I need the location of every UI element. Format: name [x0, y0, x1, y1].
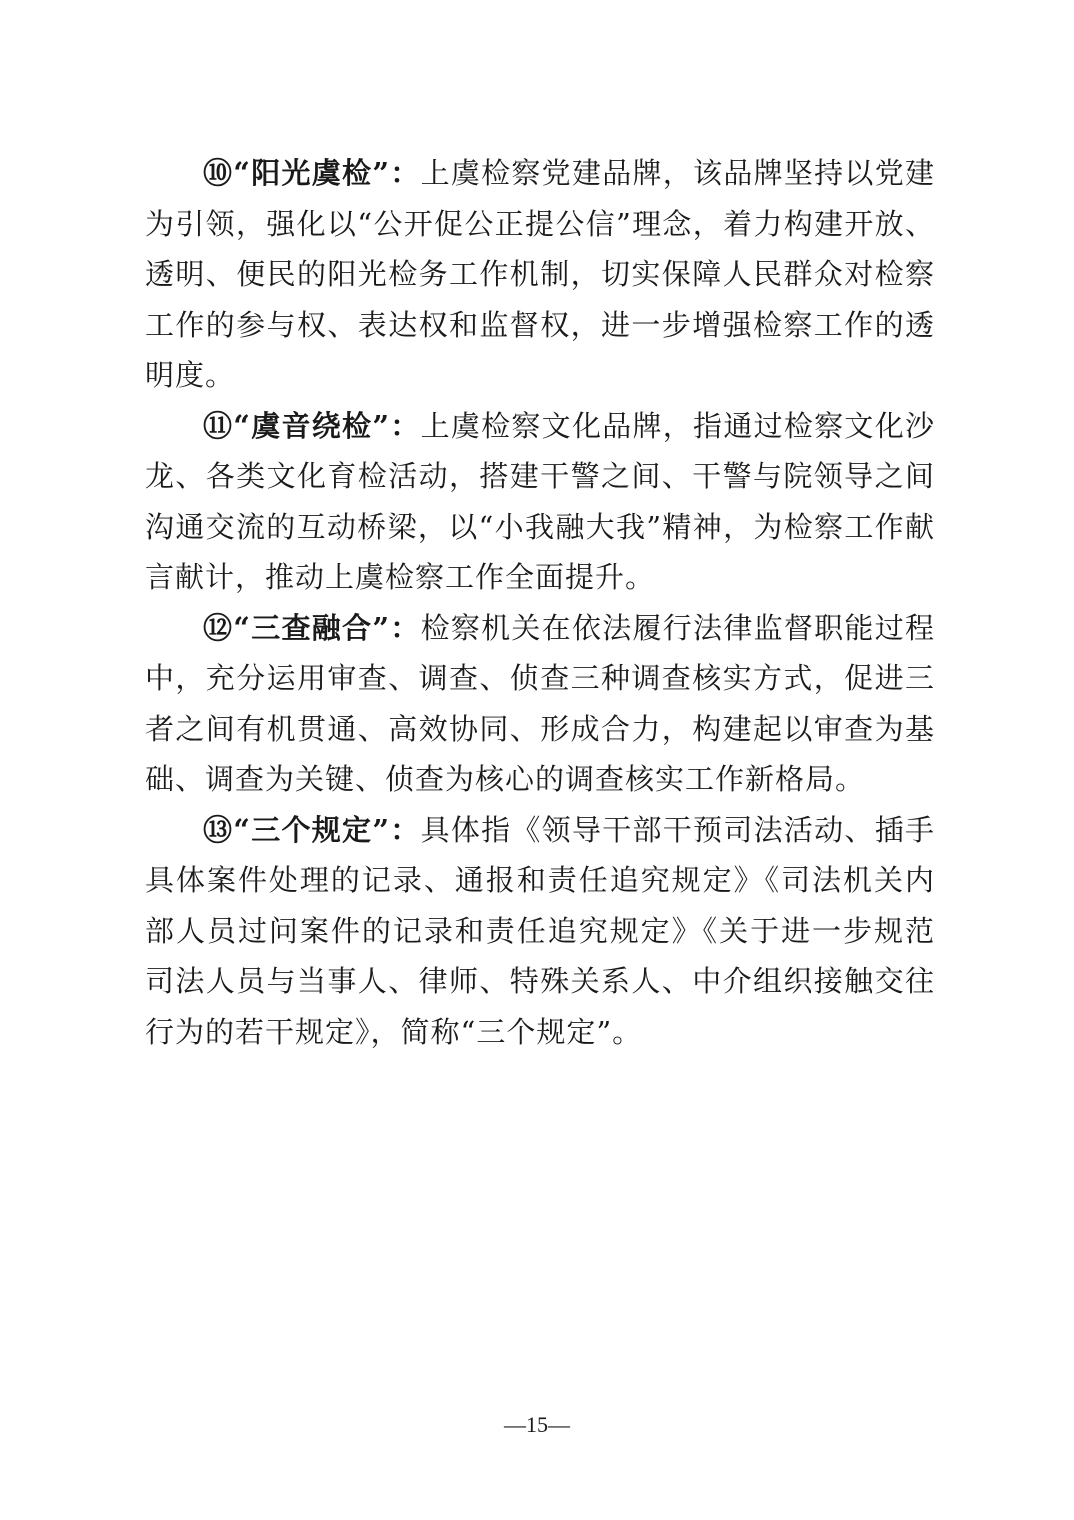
glossary-entry-12 — [145, 603, 935, 805]
glossary-entry-13 — [145, 805, 935, 1058]
glossary-definition: 上虞检察党建品牌，该品牌坚持以党建为引领，强化以“公开促公正提公信”理念，着力构建开放、透明、便民的阳光检务工作机制，切实保障人民群众对检察工作的参与权、表达权和监督权，进一步增强检察工作的透明度。 — [145, 156, 935, 392]
glossary-term: ⑩“阳光虞检”： — [203, 156, 421, 190]
glossary-definition: 上虞检察文化品牌，指通过检察文化沙龙、各类文化育检活动，搭建干警之间、干警与院领导之间沟通交流的互动桥梁，以“小我融大我”精神，为检察工作献言献计，推动上虞检察工作全面提升。 — [145, 408, 935, 594]
glossary-content — [145, 148, 935, 1057]
glossary-term: ⑫“三查融合”： — [203, 610, 421, 645]
glossary-term: ⑪“虞音绕检”： — [203, 408, 421, 443]
page-number: —15— — [504, 1412, 570, 1437]
glossary-entry-11 — [145, 401, 935, 603]
glossary-definition: 检察机关在依法履行法律监督职能过程中，充分运用审查、调查、侦查三种调查核实方式，促进三者之间有机贯通、高效协同、形成合力，构建起以审查为基础、调查为关键、侦查为核心的调查核实工作新格局。 — [145, 610, 935, 796]
glossary-entry-10 — [145, 148, 935, 401]
glossary-term: ⑬“三个规定”： — [203, 812, 421, 847]
glossary-definition: 具体指《领导干部干预司法活动、插手具体案件处理的记录、通报和责任追究规定》《司法机关内部人员过问案件的记录和责任追究规定》《关于进一步规范司法人员与当事人、律师、特殊关系人、中介组织接触交往行为的若干规定》，简称“三个规定”。 — [145, 812, 935, 1049]
